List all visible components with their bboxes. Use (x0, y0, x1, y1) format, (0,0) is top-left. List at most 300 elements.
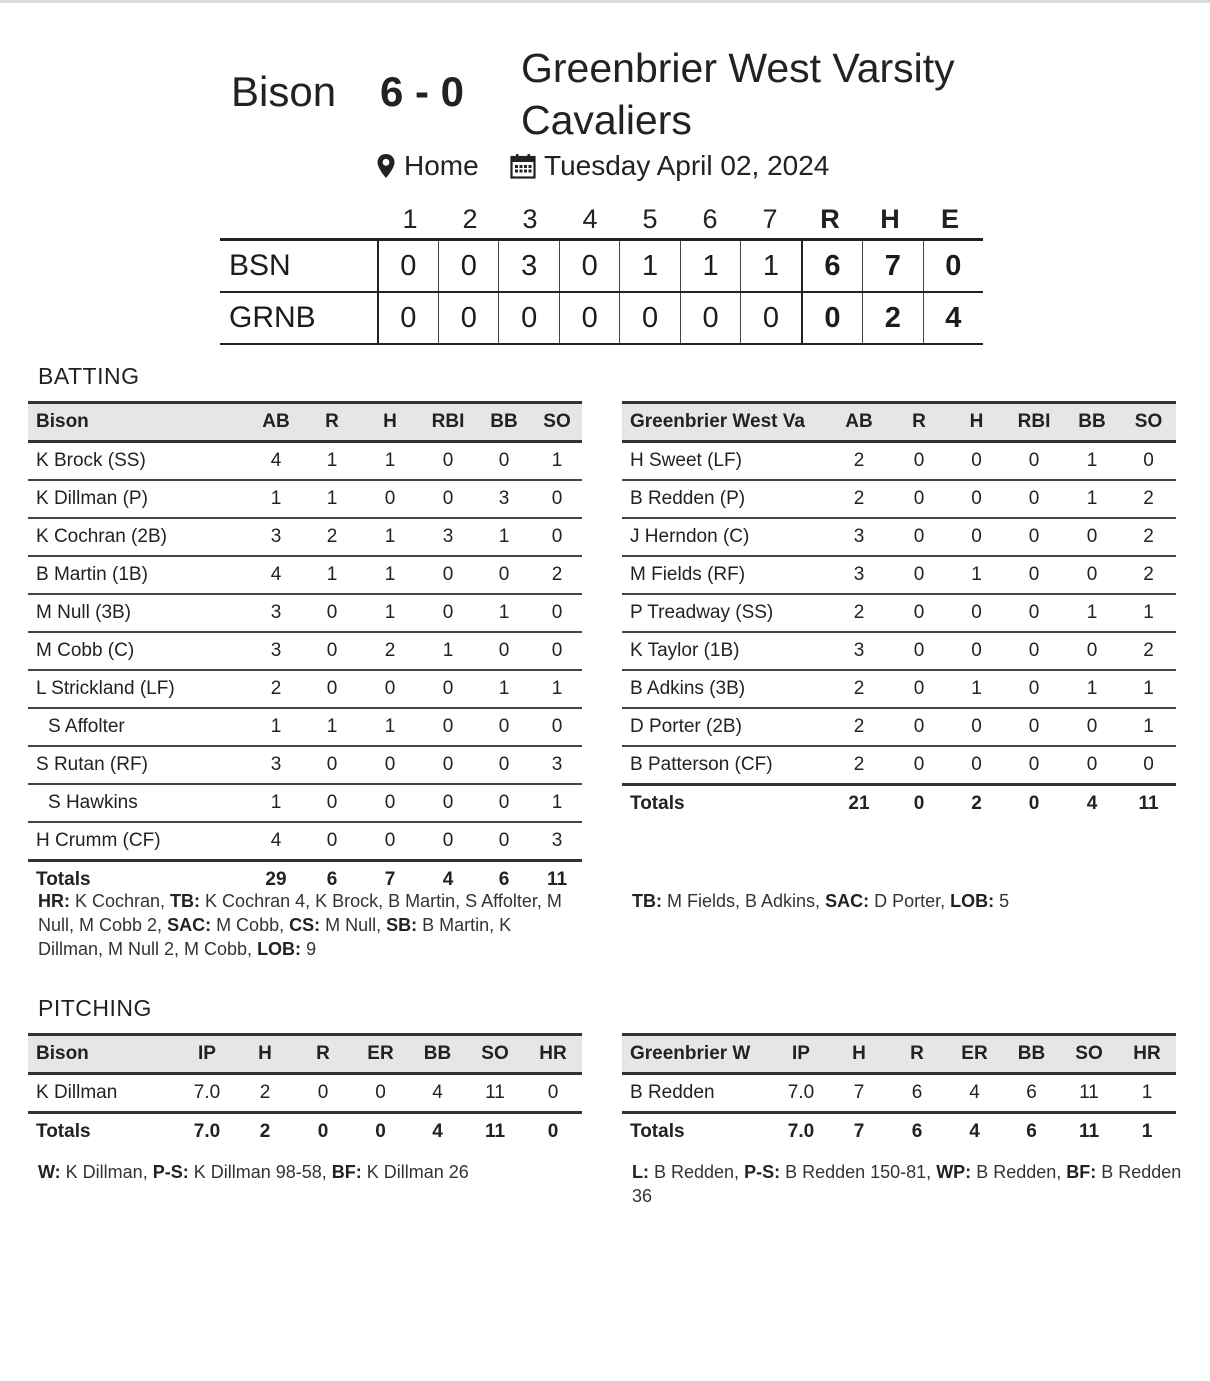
stat-cell: 0 (304, 632, 360, 670)
stat-cell: 0 (375, 1082, 386, 1103)
stat-cell: 0 (304, 594, 360, 632)
inning-header: 1 (402, 204, 418, 234)
stat-cell: 1 (1063, 594, 1121, 632)
player-name: S Hawkins (28, 784, 248, 822)
stat-cell: 0 (1005, 480, 1063, 518)
batting-section-title: BATTING (38, 363, 140, 389)
inning-score: 0 (439, 293, 499, 343)
player-name: B Martin (1B) (28, 556, 248, 594)
stat-cell: 0 (420, 784, 476, 822)
linescore-row (220, 293, 983, 345)
total-cell: 7.0 (772, 1113, 830, 1151)
team-column-header: Bison (28, 1035, 178, 1074)
stat-cell: 3 (532, 746, 582, 784)
table-row (28, 632, 582, 670)
linescore-row (220, 238, 983, 293)
total-cell: 0 (352, 1113, 409, 1151)
runs-total: 6 (803, 241, 863, 291)
away-team-name (521, 42, 1041, 146)
player-name: S Affolter (28, 708, 248, 746)
stat-cell: 4 (248, 442, 304, 481)
inning-header: 3 (522, 204, 538, 234)
totals-row (28, 1113, 582, 1151)
stat-cell: 0 (304, 670, 360, 708)
stat-cell: 0 (1143, 754, 1154, 775)
stat-cell: 0 (420, 670, 476, 708)
runs-header: R (820, 204, 840, 234)
stat-cell: 6 (1026, 1082, 1037, 1103)
stat-cell: 0 (1005, 708, 1063, 746)
stat-column-header: R (304, 403, 360, 442)
table-row (28, 708, 582, 746)
stat-cell: 0 (547, 1082, 559, 1103)
stat-cell: 0 (948, 708, 1005, 746)
stat-cell: 2 (828, 670, 890, 708)
totals-row (622, 1113, 1176, 1151)
total-cell: 7 (830, 1113, 888, 1151)
total-cell: 0 (890, 785, 948, 823)
stat-cell: 0 (476, 442, 532, 481)
stat-cell: 2 (532, 556, 582, 594)
linescore-header (220, 200, 983, 238)
table-row (28, 1074, 582, 1113)
inning-score: 3 (499, 241, 559, 291)
stat-cell: 0 (890, 594, 948, 632)
stat-cell: 2 (304, 518, 360, 556)
stat-cell: 0 (971, 754, 982, 775)
stat-cell: 0 (890, 480, 948, 518)
stat-cell: 1 (476, 518, 532, 556)
stat-cell: 0 (304, 784, 360, 822)
table-row (622, 632, 1176, 670)
stat-cell: 0 (532, 518, 582, 556)
stat-column-header: AB (828, 403, 890, 442)
stat-cell: 0 (476, 746, 532, 784)
stat-cell: 2 (828, 708, 890, 746)
table-row (28, 670, 582, 708)
stat-cell: 1 (532, 442, 582, 481)
stat-cell: 1 (476, 594, 532, 632)
stat-column-header: SO (532, 403, 582, 442)
table-row (28, 518, 582, 556)
game-date (510, 150, 829, 182)
stat-column-header: ER (946, 1035, 1003, 1074)
stat-cell: 0 (890, 556, 948, 594)
batting-table-bison (28, 401, 582, 898)
stat-cell: 0 (948, 480, 1005, 518)
stat-cell: 3 (420, 518, 476, 556)
stat-cell: 0 (420, 746, 476, 784)
player-name: K Dillman (P) (28, 480, 248, 518)
table-header-row (28, 1035, 582, 1074)
table-row (28, 822, 582, 861)
stat-column-header: BB (476, 403, 532, 442)
total-cell: 0 (524, 1113, 582, 1151)
total-cell: 1 (1118, 1113, 1176, 1151)
calendar-icon (510, 153, 536, 179)
inning-header: 4 (582, 204, 598, 234)
table-row (28, 480, 582, 518)
stat-cell: 0 (476, 632, 532, 670)
stat-cell: 2 (248, 670, 304, 708)
player-name: B Redden (630, 1082, 715, 1103)
stat-cell: 0 (890, 442, 948, 481)
table-row (28, 746, 582, 784)
stat-column-header: HR (524, 1035, 582, 1074)
total-cell: 7 (360, 861, 420, 899)
stat-column-header: H (948, 403, 1005, 442)
player-name: P Treadway (SS) (622, 594, 828, 632)
stat-column-header: AB (248, 403, 304, 442)
stat-cell: 0 (913, 754, 925, 775)
stat-column-header: BB (409, 1035, 466, 1074)
stat-cell: 4 (248, 556, 304, 594)
stat-cell: 0 (326, 830, 338, 851)
stat-cell: 1 (948, 556, 1005, 594)
stat-cell: 3 (248, 746, 304, 784)
stat-cell: 6 (911, 1082, 923, 1103)
table-row (622, 1074, 1176, 1113)
stat-cell: 0 (498, 830, 510, 851)
stat-cell: 0 (360, 746, 420, 784)
table-header-row (28, 403, 582, 442)
player-name: M Cobb (C) (28, 632, 248, 670)
stat-cell: 1 (476, 670, 532, 708)
player-name: K Taylor (1B) (622, 632, 828, 670)
stat-cell: 0 (360, 784, 420, 822)
inning-score: 0 (620, 293, 680, 343)
stat-cell: 0 (1086, 754, 1098, 775)
home-team-name: Bison (231, 68, 337, 115)
pitching-notes-greenbrier: L: B Redden, P-S: B Redden 150-81, WP: B Redden, BF: B Redden 36 (632, 1162, 1182, 1206)
stat-cell: 1 (360, 442, 420, 481)
stat-cell: 3 (551, 830, 563, 851)
stat-cell: 2 (1121, 480, 1176, 518)
team-column-header: Greenbrier W (622, 1035, 772, 1074)
stat-cell: 1 (248, 784, 304, 822)
hits-header: H (880, 204, 900, 234)
stat-cell: 1 (1063, 670, 1121, 708)
player-name: B Adkins (3B) (622, 670, 828, 708)
stat-column-header: R (888, 1035, 946, 1074)
table-row (622, 746, 1176, 785)
stat-cell: 0 (948, 632, 1005, 670)
away-team-line2: Cavaliers (521, 97, 692, 143)
total-cell: 6 (476, 861, 532, 899)
player-name: D Porter (2B) (622, 708, 828, 746)
table-row (622, 518, 1176, 556)
inning-score: 0 (439, 241, 499, 291)
stat-cell: 0 (476, 556, 532, 594)
table-header-row (622, 403, 1176, 442)
errors-total: 0 (945, 250, 962, 282)
stat-cell: 3 (248, 632, 304, 670)
inning-header: 6 (702, 204, 718, 234)
stat-cell: 0 (890, 670, 948, 708)
stat-cell: 0 (1005, 670, 1063, 708)
stat-cell: 0 (948, 442, 1005, 481)
table-row (622, 670, 1176, 708)
stat-cell: 0 (532, 632, 582, 670)
stat-column-header: SO (1060, 1035, 1118, 1074)
location-label: Home (404, 150, 479, 181)
stat-column-header: RBI (1005, 403, 1063, 442)
inning-score: 0 (499, 293, 559, 343)
inning-score: 0 (560, 293, 620, 343)
stat-column-header: H (360, 403, 420, 442)
totals-label: Totals (28, 1113, 178, 1151)
stat-cell: 1 (248, 480, 304, 518)
total-cell: 4 (946, 1113, 1003, 1151)
stat-cell: 3 (828, 518, 890, 556)
totals-label: Totals (622, 1113, 772, 1151)
date-label: Tuesday April 02, 2024 (544, 150, 830, 181)
stat-cell: 3 (828, 556, 890, 594)
pitching-table-greenbrier (622, 1033, 1176, 1150)
table-row (622, 594, 1176, 632)
stat-column-header: BB (1063, 403, 1121, 442)
linescore-team: GRNB (220, 293, 379, 343)
total-cell: 4 (1063, 785, 1121, 823)
stat-cell: 3 (828, 632, 890, 670)
stat-cell: 0 (384, 830, 396, 851)
total-cell: 4 (420, 861, 476, 899)
table-header-row (622, 1035, 1176, 1074)
total-cell: 11 (532, 861, 582, 899)
stat-cell: 0 (420, 480, 476, 518)
linescore (220, 200, 983, 345)
stat-cell: 0 (1005, 518, 1063, 556)
stat-cell: 0 (948, 518, 1005, 556)
inning-score: 0 (379, 293, 439, 343)
stat-cell: 0 (890, 632, 948, 670)
total-cell: 21 (828, 785, 890, 823)
stat-cell: 0 (890, 518, 948, 556)
inning-header: 7 (762, 204, 778, 234)
stat-cell: 1 (1121, 670, 1176, 708)
inning-score: 0 (741, 293, 802, 343)
stat-cell: 0 (890, 708, 948, 746)
stat-column-header: IP (178, 1035, 236, 1074)
table-row (622, 556, 1176, 594)
stat-cell: 1 (1141, 1082, 1153, 1103)
stat-cell: 0 (1005, 556, 1063, 594)
hits-total: 2 (863, 293, 923, 343)
stat-cell: 0 (317, 1082, 329, 1103)
stat-cell: 0 (532, 480, 582, 518)
total-cell: 29 (248, 861, 304, 899)
inning-score: 1 (741, 241, 802, 291)
table-row (622, 708, 1176, 746)
table-row (28, 784, 582, 822)
total-cell: 0 (1005, 785, 1063, 823)
stat-cell: 7.0 (787, 1082, 815, 1103)
pitching-section-title: PITCHING (38, 995, 152, 1021)
total-cell: 11 (1121, 785, 1176, 823)
away-team-line1: Greenbrier West Varsity (521, 45, 955, 91)
stat-cell: 0 (1063, 518, 1121, 556)
total-cell: 6 (1003, 1113, 1060, 1151)
stat-column-header: BB (1003, 1035, 1060, 1074)
player-name: H Sweet (LF) (622, 442, 828, 481)
stat-cell: 4 (270, 830, 282, 851)
stat-cell: 0 (442, 830, 454, 851)
stat-cell: 0 (532, 708, 582, 746)
stat-cell: 2 (1121, 556, 1176, 594)
game-location (376, 150, 479, 182)
total-cell: 6 (304, 861, 360, 899)
stat-cell: 2 (828, 594, 890, 632)
batting-notes-greenbrier: TB: M Fields, B Adkins, SAC: D Porter, LOB: 5 (632, 891, 1010, 911)
stat-cell: 0 (1063, 556, 1121, 594)
stat-cell: 1 (360, 594, 420, 632)
stat-cell: 0 (1005, 594, 1063, 632)
stat-cell: 1 (360, 708, 420, 746)
stat-column-header: HR (1118, 1035, 1176, 1074)
stat-cell: 0 (304, 746, 360, 784)
stat-cell: 1 (1121, 594, 1176, 632)
stat-column-header: IP (772, 1035, 830, 1074)
stat-cell: 1 (248, 708, 304, 746)
pitching-table-bison (28, 1033, 582, 1150)
stat-cell: 0 (476, 708, 532, 746)
team-column-header: Greenbrier West Va (622, 403, 828, 442)
player-name: B Patterson (CF) (630, 754, 773, 775)
stat-cell: 1 (360, 518, 420, 556)
inning-score: 1 (620, 241, 680, 291)
hits-total: 7 (863, 241, 923, 291)
player-name: L Strickland (LF) (28, 670, 248, 708)
stat-cell: 0 (532, 594, 582, 632)
location-pin-icon (376, 153, 396, 179)
total-cell: 6 (888, 1113, 946, 1151)
stat-cell: 1 (1063, 442, 1121, 481)
inning-score: 1 (681, 241, 741, 291)
total-cell: 2 (236, 1113, 294, 1151)
stat-cell: 2 (1121, 518, 1176, 556)
stat-cell: 1 (1063, 480, 1121, 518)
stat-cell: 4 (432, 1082, 443, 1103)
stat-cell: 3 (248, 518, 304, 556)
stat-cell: 2 (259, 1082, 271, 1103)
stat-cell: 0 (360, 480, 420, 518)
stat-cell: 0 (1005, 632, 1063, 670)
stat-cell: 1 (304, 708, 360, 746)
inning-score: 0 (681, 293, 741, 343)
table-row (28, 442, 582, 481)
inning-score: 0 (379, 241, 439, 291)
errors-header: E (940, 204, 959, 234)
player-name: M Fields (RF) (622, 556, 828, 594)
table-row (622, 442, 1176, 481)
stat-cell: 0 (360, 670, 420, 708)
total-cell: 11 (1060, 1113, 1118, 1151)
stat-cell: 2 (360, 632, 420, 670)
stat-column-header: RBI (420, 403, 476, 442)
stat-cell: 11 (485, 1082, 505, 1103)
total-cell: 2 (948, 785, 1005, 823)
stat-column-header: H (236, 1035, 294, 1074)
stat-cell: 1 (532, 784, 582, 822)
stat-cell: 3 (476, 480, 532, 518)
player-name: K Cochran (2B) (28, 518, 248, 556)
table-row (28, 556, 582, 594)
stat-cell: 1 (532, 670, 582, 708)
player-name: H Crumm (CF) (36, 830, 161, 851)
stat-cell: 0 (420, 556, 476, 594)
stat-cell: 0 (1063, 708, 1121, 746)
stat-cell: 0 (420, 442, 476, 481)
inning-header: 5 (642, 204, 658, 234)
totals-label: Totals (28, 861, 248, 899)
stat-cell: 0 (1121, 442, 1176, 481)
total-cell: 0 (294, 1113, 352, 1151)
stat-cell: 0 (420, 708, 476, 746)
stat-column-header: H (830, 1035, 888, 1074)
stat-column-header: SO (466, 1035, 524, 1074)
runs-total: 0 (803, 293, 863, 343)
stat-cell: 1 (360, 556, 420, 594)
stat-cell: 0 (948, 594, 1005, 632)
stat-cell: 0 (1028, 754, 1040, 775)
totals-label: Totals (622, 785, 828, 823)
stat-cell: 0 (420, 594, 476, 632)
stat-column-header: R (890, 403, 948, 442)
player-name: S Rutan (RF) (28, 746, 248, 784)
stat-cell: 1 (304, 480, 360, 518)
batting-table-greenbrier (622, 401, 1176, 822)
stat-cell: 3 (248, 594, 304, 632)
player-name: J Herndon (C) (622, 518, 828, 556)
stat-cell: 0 (476, 784, 532, 822)
batting-notes-bison: HR: K Cochran, TB: K Cochran 4, K Brock, B Martin, S Affolter, M Null, M Cobb 2, SAC: M Cobb, CS: M Null, SB: B Martin, K Dillman, M Null 2, M Cobb, LOB: 9 (38, 891, 562, 959)
stat-column-header: ER (352, 1035, 409, 1074)
stat-column-header: R (294, 1035, 352, 1074)
stat-cell: 1 (304, 556, 360, 594)
inning-score: 0 (560, 241, 620, 291)
pitching-notes-bison: W: K Dillman, P-S: K Dillman 98-58, BF: K Dillman 26 (38, 1162, 469, 1182)
team-column-header: Bison (28, 403, 248, 442)
final-score: 6 - 0 (380, 68, 465, 115)
player-name: K Dillman (36, 1082, 118, 1103)
stat-cell: 1 (420, 632, 476, 670)
stat-cell: 0 (1063, 632, 1121, 670)
stat-cell: 1 (948, 670, 1005, 708)
player-name: K Brock (SS) (28, 442, 248, 481)
total-cell: 11 (466, 1113, 524, 1151)
player-name: M Null (3B) (28, 594, 248, 632)
stat-cell: 1 (1121, 708, 1176, 746)
errors-total: 4 (945, 302, 962, 334)
stat-cell: 0 (1005, 442, 1063, 481)
stat-cell: 2 (1121, 632, 1176, 670)
table-row (622, 480, 1176, 518)
player-name: B Redden (P) (622, 480, 828, 518)
stat-cell: 7 (853, 1082, 865, 1103)
stat-cell: 7.0 (193, 1082, 221, 1103)
stat-cell: 2 (828, 480, 890, 518)
total-cell: 4 (409, 1113, 466, 1151)
inning-header: 2 (462, 204, 478, 234)
totals-row (622, 785, 1176, 823)
stat-cell: 2 (853, 754, 865, 775)
top-divider (0, 0, 1210, 3)
table-row (28, 594, 582, 632)
stat-cell: 11 (1079, 1082, 1099, 1103)
linescore-team: BSN (220, 241, 379, 291)
total-cell: 7.0 (178, 1113, 236, 1151)
stat-cell: 1 (304, 442, 360, 481)
